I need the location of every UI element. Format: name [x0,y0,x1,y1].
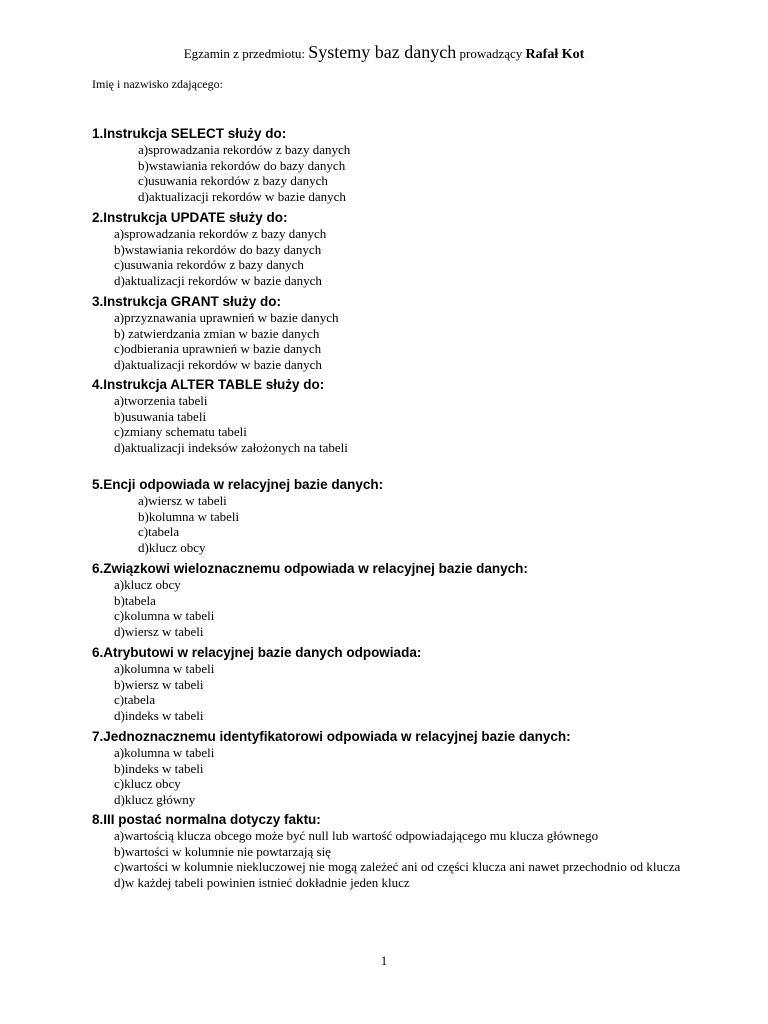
answer-option: c)wartości w kolumnie niekluczowej nie mogą zależeć ani od części klucza ani nawet przechodnio od klucza [114,859,681,875]
header-teacher: Rafał Kot [525,47,585,62]
answer-option: a)klucz obcy [114,577,181,592]
page-number: 1 [380,953,388,968]
question-8 [92,812,732,890]
question-3 [92,294,732,372]
answer-option: c)tabela [114,692,156,708]
question-1 [92,126,732,204]
question-title: 3.Instrukcja GRANT służy do: [92,294,282,309]
answer-option: d)aktualizacji rekordów w bazie danych [114,356,322,372]
answer-option: d)w każdej tabeli powinien istnieć dokładnie jeden klucz [114,874,410,890]
answer-option: b)tabela [114,592,156,608]
question-title: 6.Atrybutowi w relacyjnej bazie danych odpowiada: [92,645,422,660]
answer-option: a)kolumna w tabeli [114,745,215,760]
answer-option: b) zatwierdzania zmian w bazie danych [114,325,320,341]
answer-option: a)wiersz w tabeli [138,493,227,508]
exam-header [0,42,768,63]
answer-option: c)odbierania uprawnień w bazie danych [114,341,322,357]
question-title: 4.Instrukcja ALTER TABLE służy do: [92,377,325,392]
question-title: 5.Encji odpowiada w relacyjnej bazie danych: [92,477,384,492]
answer-option: c)usuwania rekordów z bazy danych [138,173,328,189]
answer-option: c)klucz obcy [114,776,181,792]
answer-option: a)kolumna w tabeli [114,661,215,676]
question-title: 7.Jednoznacznemu identyfikatorowi odpowiada w relacyjnej bazie danych: [92,729,571,744]
answer-option: c)usuwania rekordów z bazy danych [114,257,304,273]
answer-option: a)tworzenia tabeli [114,393,208,408]
answer-option: a)przyznawania uprawnień w bazie danych [114,310,339,325]
answer-option: d)aktualizacji rekordów w bazie danych [114,272,322,288]
answer-option: b)indeks w tabeli [114,760,204,776]
question-title: 2.Instrukcja UPDATE służy do: [92,210,288,225]
answer-option: d)klucz główny [114,791,196,807]
answer-option: d)wiersz w tabeli [114,623,204,639]
header-middle: prowadzący [459,46,523,61]
question-5 [92,477,732,555]
answer-option: b)wartości w kolumnie nie powtarzają się [114,843,331,859]
answer-option: c)zmiany schematu tabeli [114,424,247,440]
answer-option: a)wartością klucza obcego może być null lub wartość odpowiadającego mu klucza głównego [114,828,599,843]
answer-option: c)kolumna w tabeli [114,608,215,624]
answer-option: b)wstawiania rekordów do bazy danych [138,157,346,173]
answer-option: a)sprowadzania rekordów z bazy danych [114,226,327,241]
question-title: 1.Instrukcja SELECT służy do: [92,126,287,141]
header-subject: Systemy baz danych [308,42,457,62]
question-2 [92,210,732,288]
question-6a [92,561,732,639]
answer-option: d)indeks w tabeli [114,707,204,723]
answer-option: b)wiersz w tabeli [114,676,204,692]
answer-option: d)aktualizacji rekordów w bazie danych [138,188,346,204]
question-4 [92,377,732,455]
header-prefix: Egzamin z przedmiotu: [183,46,306,61]
answer-option: b)usuwania tabeli [114,408,207,424]
answer-option: d)aktualizacji indeksów założonych na tabeli [114,439,348,455]
student-name-label: Imię i nazwisko zdającego: [92,77,223,91]
answer-option: b)wstawiania rekordów do bazy danych [114,241,322,257]
answer-option: b)kolumna w tabeli [138,508,240,524]
answer-option: d)klucz obcy [138,539,206,555]
answer-option: c)tabela [138,524,180,540]
answer-option: a)sprowadzania rekordów z bazy danych [138,142,351,157]
question-6b [92,645,732,723]
question-title: 6.Związkowi wieloznacznemu odpowiada w relacyjnej bazie danych: [92,561,528,576]
question-7 [92,729,732,807]
question-title: 8.III postać normalna dotyczy faktu: [92,812,321,827]
